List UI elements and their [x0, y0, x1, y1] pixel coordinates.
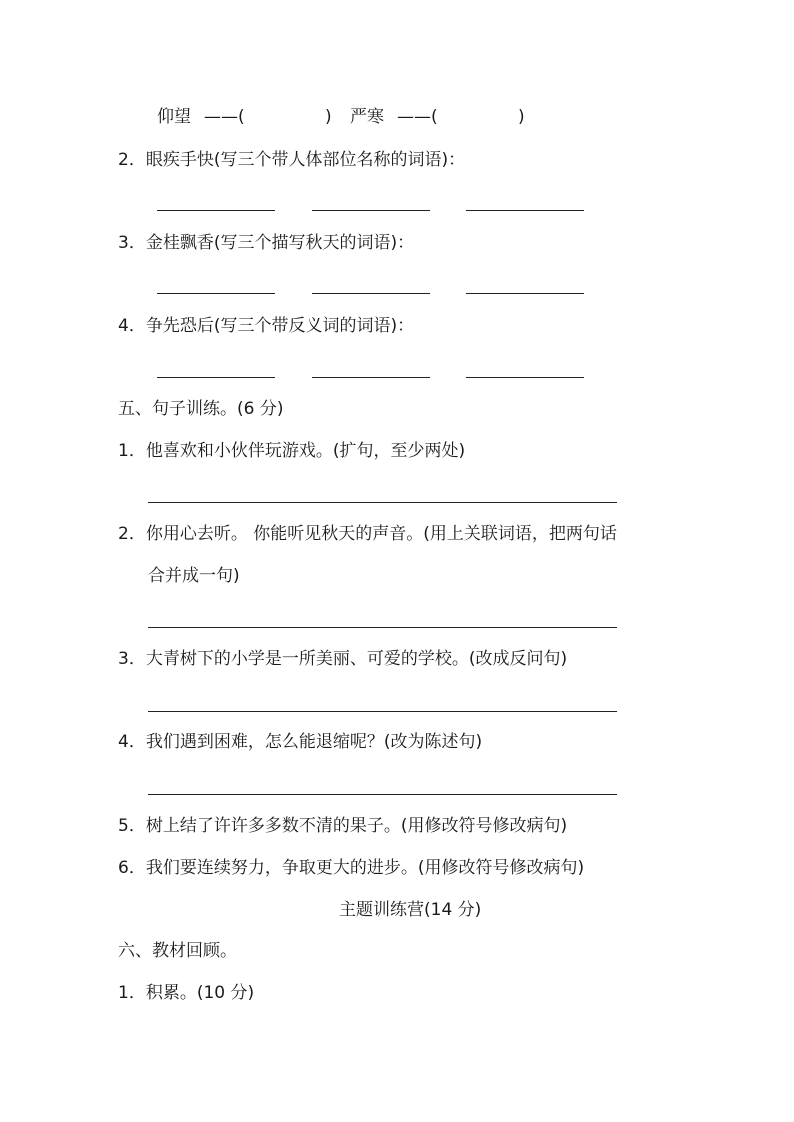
- answer-blank-3a[interactable]: [157, 293, 275, 294]
- section-5-heading: 五、句子训练。(6 分): [118, 399, 284, 419]
- question-2: 2．眼疾手快(写三个带人体部位名称的词语)：: [118, 150, 466, 170]
- theme-heading: 主题训练营(14 分): [339, 900, 482, 920]
- answer-blank-2a[interactable]: [157, 210, 275, 211]
- close-paren-1: ): [325, 107, 332, 127]
- word-yangwang: 仰望: [157, 107, 191, 127]
- sentence-task-4: 4．我们遇到困难，怎么能退缩呢？(改为陈述句): [118, 732, 483, 752]
- answer-blank-2b[interactable]: [312, 210, 430, 211]
- sentence-task-5: 5．树上结了许许多多数不清的果子。(用修改符号修改病句): [118, 816, 568, 836]
- dash-open-1: ——(: [204, 107, 245, 127]
- sentence-task-2-cont: 合并成一句): [148, 566, 240, 586]
- accumulation-item: 1．积累。(10 分): [118, 983, 255, 1003]
- word-yanhan: 严寒: [350, 107, 384, 127]
- question-4: 4．争先恐后(写三个带反义词的词语)：: [118, 316, 415, 336]
- answer-blank-3b[interactable]: [312, 293, 430, 294]
- sentence-task-1: 1．他喜欢和小伙伴玩游戏。(扩句，至少两处): [118, 441, 466, 461]
- dash-open-2: ——(: [397, 107, 438, 127]
- answer-line-s3[interactable]: [148, 711, 617, 712]
- close-paren-2: ): [518, 107, 525, 127]
- answer-blank-2c[interactable]: [466, 210, 584, 211]
- answer-line-s1[interactable]: [148, 502, 617, 503]
- answer-blank-4a[interactable]: [157, 377, 275, 378]
- answer-blank-4c[interactable]: [466, 377, 584, 378]
- answer-line-s4[interactable]: [148, 794, 617, 795]
- question-3: 3．金桂飘香(写三个描写秋天的词语)：: [118, 233, 415, 253]
- answer-blank-3c[interactable]: [466, 293, 584, 294]
- sentence-task-2: 2．你用心去听。 你能听见秋天的声音。(用上关联词语，把两句话: [118, 524, 617, 544]
- answer-blank-4b[interactable]: [312, 377, 430, 378]
- sentence-task-3: 3．大青树下的小学是一所美丽、可爱的学校。(改成反问句): [118, 649, 568, 669]
- sentence-task-6: 6．我们要连续努力，争取更大的进步。(用修改符号修改病句): [118, 858, 585, 878]
- section-6-heading: 六、教材回顾。: [118, 941, 237, 961]
- answer-line-s2[interactable]: [148, 627, 617, 628]
